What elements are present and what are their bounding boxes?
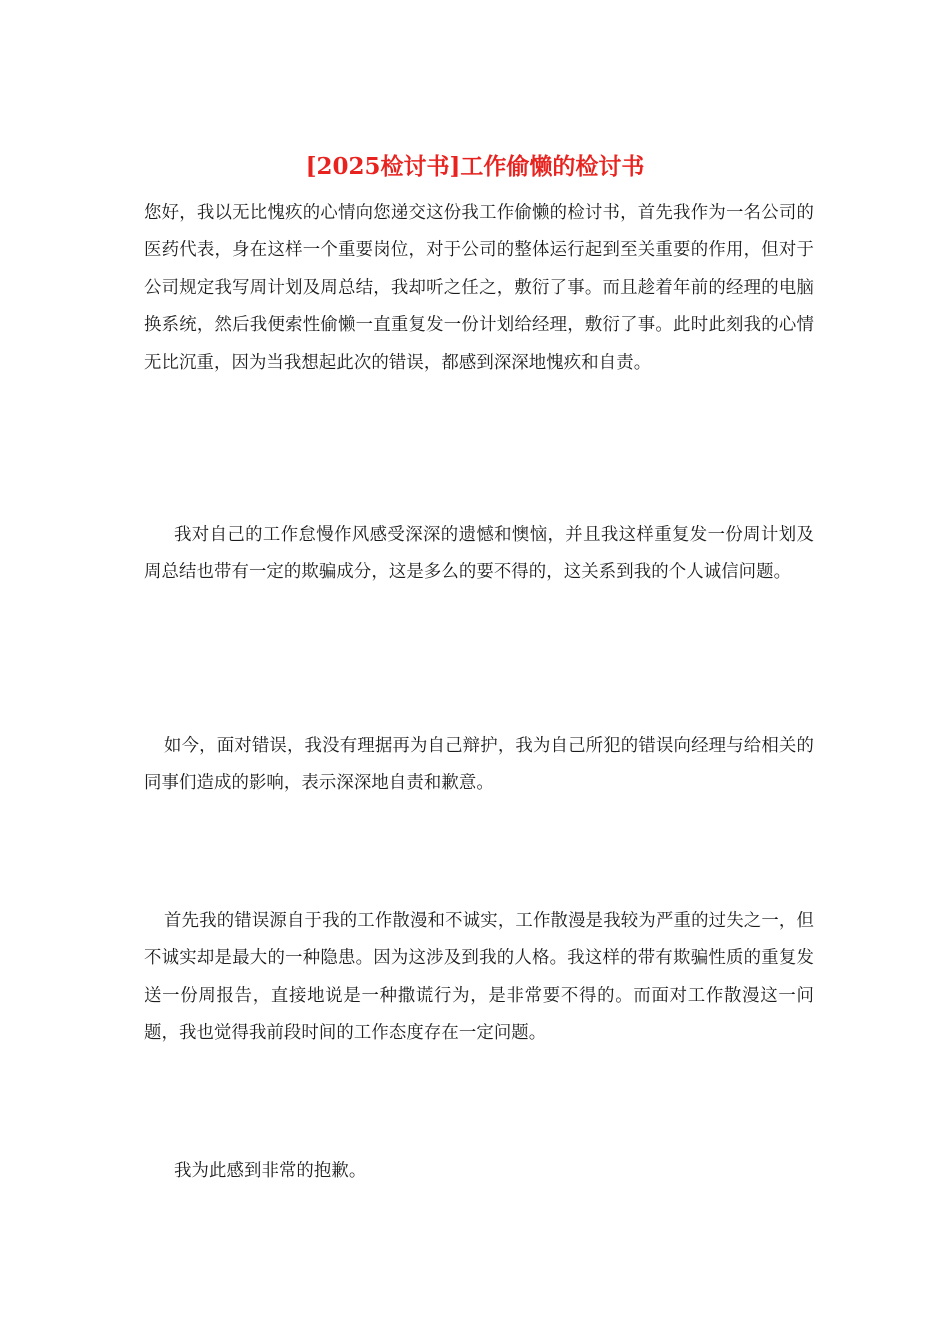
paragraph-1: 您好，我以无比愧疚的心情向您递交这份我工作偷懒的检讨书，首先我作为一名公司的医药代表，身在这样一个重要岗位，对于公司的整体运行起到至关重要的作用，但对于公司规定我写周计划及周总结，我却听之任之，敷衍了事。而且趁着年前的经理的电脑换系统，然后我便索性偷懒一直重复发一份计划给经理，敷衍了事。此时此刻我的心情无比沉重，因为当我想起此次的错误，都感到深深地愧疚和自责。 — [144, 203, 814, 373]
document-title: [2025检讨书]工作偷懒的检讨书 — [305, 153, 645, 180]
paragraph-5: 我为此感到非常的抱歉。 — [174, 1161, 367, 1181]
paragraph-2: 我对自己的工作怠慢作风感受深深的遗憾和懊恼，并且我这样重复发一份周计划及周总结也带有一定的欺骗成分，这是多么的要不得的，这关系到我的个人诚信问题。 — [144, 525, 814, 583]
paragraph-4: 首先我的错误源自于我的工作散漫和不诚实，工作散漫是我较为严重的过失之一，但不诚实却是最大的一种隐患。因为这涉及到我的人格。我这样的带有欺骗性质的重复发送一份周报告，直接地说是一种撒谎行为，是非常要不得的。而面对工作散漫这一问题，我也觉得我前段时间的工作态度存在一定问题。 — [144, 911, 814, 1044]
paragraph-3: 如今，面对错误，我没有理据再为自己辩护，我为自己所犯的错误向经理与给相关的同事们造成的影响，表示深深地自责和歉意。 — [144, 736, 814, 794]
